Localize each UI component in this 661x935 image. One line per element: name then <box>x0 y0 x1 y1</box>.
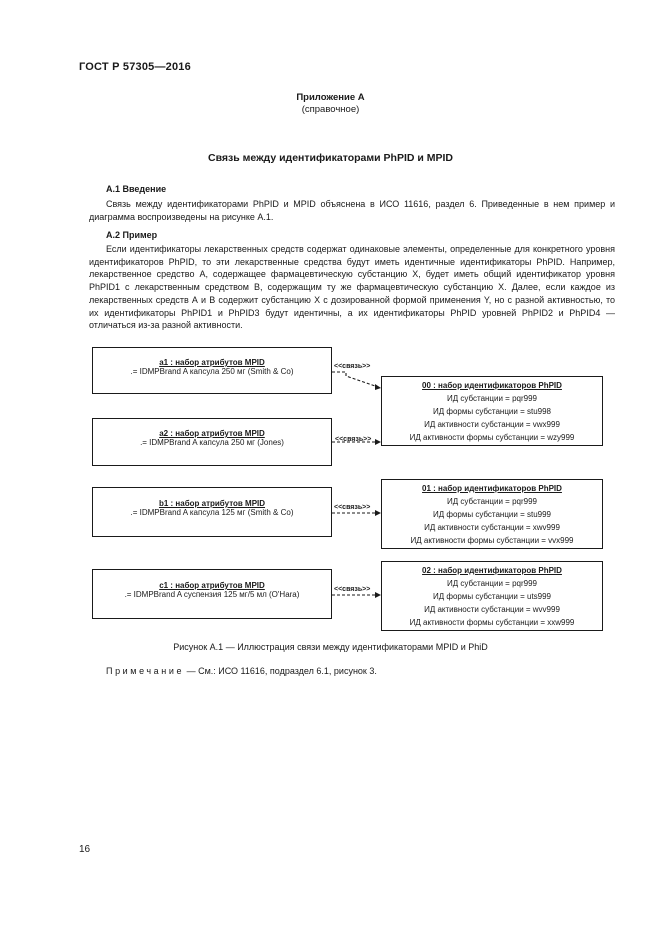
arrow-head <box>375 439 381 445</box>
phpid-box-line: ИД формы субстанции = stu998 <box>432 407 552 416</box>
arrow-head <box>375 384 381 390</box>
phpid-box-line: ИД активности субстанции = vwx999 <box>424 420 560 429</box>
connector-a1 <box>332 372 381 388</box>
arrow-head <box>375 510 381 516</box>
phpid-box-header: 01 : набор идентификаторов PhPID <box>422 484 562 493</box>
mpid-box-header: a1 : набор атрибутов MPID <box>159 358 265 367</box>
phpid-box-header: 02 : набор идентификаторов PhPID <box>422 566 562 575</box>
section-a1-heading: А.1 Введение <box>106 184 167 194</box>
mpid-box-line: .= IDMPBrand A капсула 250 мг (Jones) <box>140 438 284 447</box>
relation-label: <<связь>> <box>334 363 371 370</box>
mpid-box-line: .= IDMPBrand A суспензия 125 мг/5 мл (O'Hara) <box>124 590 300 599</box>
page-number: 16 <box>79 844 91 855</box>
note-text: — См.: ИСО 11616, подраздел 6.1, рисунок 3. <box>184 666 377 676</box>
phpid-box-line: ИД формы субстанции = stu999 <box>432 510 552 519</box>
phpid-box-line: ИД активности формы субстанции = xxw999 <box>409 618 575 627</box>
section-a2-heading: А.2 Пример <box>106 230 158 240</box>
phpid-box-line: ИД формы субстанции = uts999 <box>432 592 552 601</box>
phpid-box-line: ИД субстанции = pqr999 <box>447 394 537 403</box>
section-a1-body: Связь между идентификаторами PhPID и MPID объяснена в ИСО 11616, раздел 6. Приведенные в нем пример и диаграмма воспроизведены на рисунке А.1. <box>89 199 615 222</box>
phpid-box-line: ИД активности формы субстанции = vvx999 <box>410 536 574 545</box>
note-label: Примечание <box>106 666 185 676</box>
phpid-box-line: ИД субстанции = pqr999 <box>447 497 537 506</box>
mpid-box-header: a2 : набор атрибутов MPID <box>159 429 265 438</box>
relation-label: <<связь>> <box>335 436 372 443</box>
phpid-box-line: ИД активности субстанции = xwv999 <box>424 523 560 532</box>
relation-label: <<связь>> <box>334 586 371 593</box>
mpid-box-header: b1 : набор атрибутов MPID <box>158 499 266 508</box>
standard-header: ГОСТ Р 57305—2016 <box>79 61 191 73</box>
arrow-head <box>375 592 381 598</box>
section-a2-body: Если идентификаторы лекарственных средств содержат одинаковые элементы, определенные для конкретного уровня идентификаторов PhPID, то эти лекарственные средства будут иметь идентичные идентификаторы PhPID. Например, лекарственное средство А, содержащее фармацевтическую субстанцию X, будет иметь общий идентификатор уровня PhPID1 с лекарственным средством В, содержащим ту же фармацевтическую субстанцию X. Далее, если каждое из лекарственных средств А и В содержит субстанцию X с дозированной формой применения Y, но с разной активностью, то их идентификаторы PhPID1 и PhPID3 будут идентичны, а их идентификаторы PhPID уровней PhPID2 и PhPID4 — отличаться из-за разной активности. <box>89 244 615 331</box>
mpid-box-header: c1 : набор атрибутов MPID <box>159 581 265 590</box>
relation-label: <<связь>> <box>334 504 371 511</box>
mpid-box-line: .= IDMPBrand A капсула 125 мг (Smith & Co) <box>130 508 294 517</box>
note <box>106 666 377 676</box>
annex-title: Приложение А <box>296 92 365 103</box>
phpid-box-line: ИД субстанции = pqr999 <box>447 579 537 588</box>
phpid-box-line: ИД активности субстанции = wvv999 <box>424 605 560 614</box>
document-title: Связь между идентификаторами PhPID и MPID <box>208 152 453 164</box>
annex-subtitle: (справочное) <box>301 104 360 115</box>
phpid-box-line: ИД активности формы субстанции = wzy999 <box>409 433 575 442</box>
figure-caption: Рисунок А.1 — Иллюстрация связи между идентификаторами MPID и PhiD <box>173 642 488 652</box>
mpid-box-line: .= IDMPBrand A капсула 250 мг (Smith & Co) <box>130 367 294 376</box>
phpid-box-header: 00 : набор идентификаторов PhPID <box>422 381 562 390</box>
